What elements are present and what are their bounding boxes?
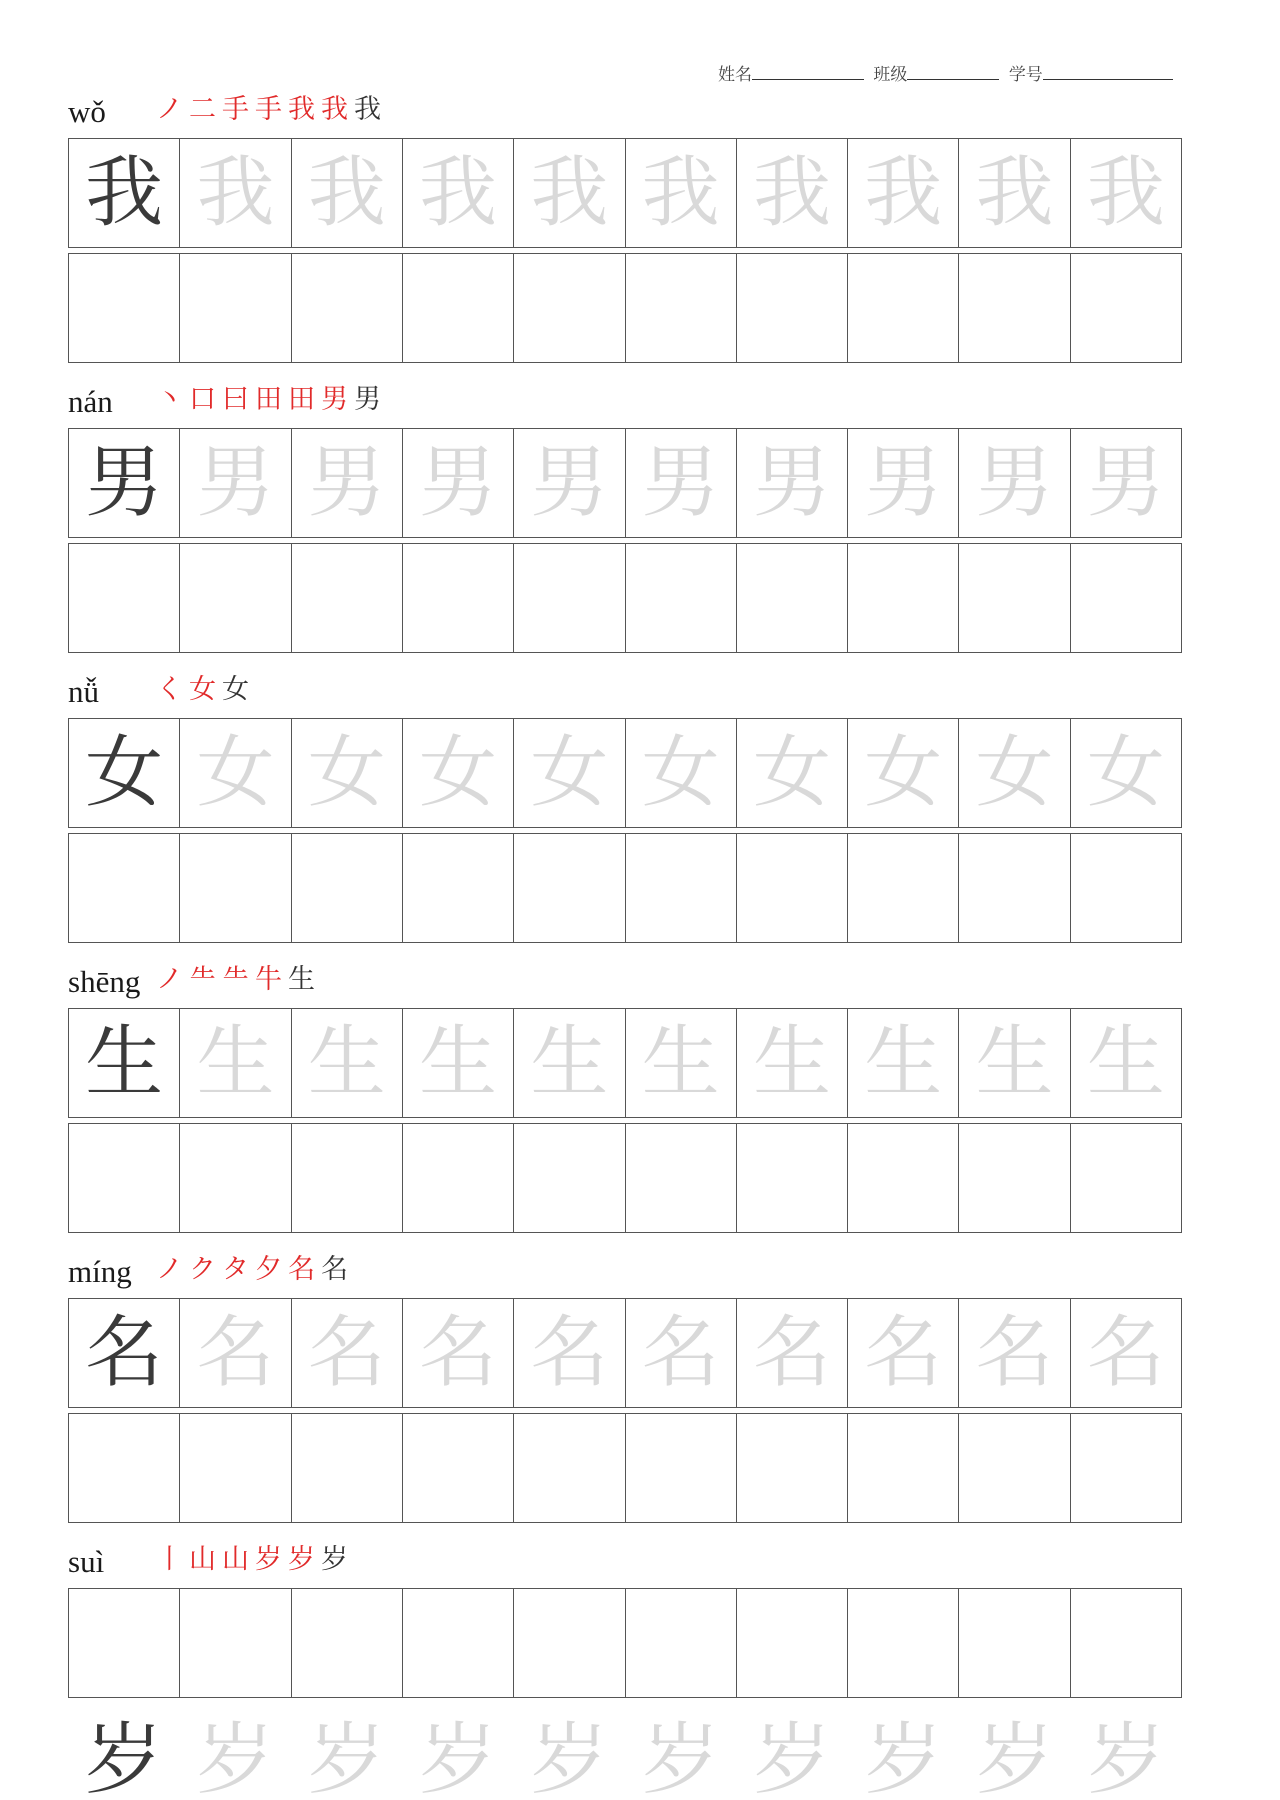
writing-cell[interactable]: [69, 1414, 180, 1523]
writing-cell[interactable]: [848, 1414, 959, 1523]
stroke-step: 山: [222, 1544, 251, 1575]
pinyin-label: nǚ: [68, 674, 99, 709]
character-section: [68, 88, 1182, 363]
blank-practice-row: [68, 253, 1182, 363]
name-blank[interactable]: [752, 63, 864, 80]
writing-cell[interactable]: [737, 544, 848, 653]
trace-character: 我: [514, 139, 625, 248]
trace-character: 女: [626, 719, 737, 828]
trace-character: 我: [403, 139, 514, 248]
writing-cell[interactable]: [1071, 834, 1182, 943]
writing-cell[interactable]: [292, 254, 403, 363]
stroke-step: 男: [321, 384, 350, 415]
trace-character: 岁: [418, 1715, 497, 1800]
trace-character: 男: [403, 429, 514, 538]
writing-cell[interactable]: [292, 1589, 403, 1698]
stroke-step: 山: [189, 1544, 218, 1575]
trace-character: 岁: [307, 1715, 386, 1800]
stroke-step: 名: [321, 1254, 350, 1285]
writing-cell[interactable]: [180, 254, 291, 363]
character-section: [68, 958, 1182, 1233]
trace-character: 岁: [1087, 1715, 1166, 1800]
writing-cell[interactable]: [69, 1124, 180, 1233]
model-trace-row: [68, 138, 1182, 248]
trace-character: 男: [959, 429, 1070, 538]
trace-character: 岁: [975, 1715, 1054, 1800]
writing-cell[interactable]: [737, 1124, 848, 1233]
pinyin-label: suì: [68, 1544, 105, 1579]
writing-cell[interactable]: [514, 1414, 625, 1523]
writing-cell[interactable]: [848, 1124, 959, 1233]
blank-practice-row: [68, 1588, 1182, 1698]
trace-character: 我: [848, 139, 959, 248]
blank-practice-row: [68, 833, 1182, 943]
model-trace-row: [68, 1008, 1182, 1118]
stroke-order: [156, 667, 255, 706]
trace-character: 名: [959, 1299, 1070, 1408]
stroke-step: 牛: [255, 964, 284, 995]
class-label: 班级: [873, 65, 908, 85]
stroke-step: 生: [288, 964, 317, 995]
stroke-step: ノ: [156, 1254, 185, 1285]
trace-character: 名: [1071, 1299, 1182, 1408]
writing-cell[interactable]: [514, 1124, 625, 1233]
trace-character: 女: [403, 719, 514, 828]
trace-character: 男: [737, 429, 848, 538]
pinyin-line: [68, 1538, 1182, 1588]
stroke-step: 女: [222, 674, 251, 705]
stroke-step: 曰: [222, 384, 251, 415]
writing-cell[interactable]: [180, 1414, 291, 1523]
writing-cell[interactable]: [626, 544, 737, 653]
model-character: 岁: [84, 1715, 163, 1800]
model-character: 男: [69, 429, 180, 538]
trace-character: 男: [1071, 429, 1182, 538]
stroke-step: 我: [288, 94, 317, 125]
writing-cell[interactable]: [959, 1589, 1070, 1698]
pinyin-label: míng: [68, 1254, 132, 1289]
writing-cell[interactable]: [292, 1124, 403, 1233]
writing-cell[interactable]: [514, 834, 625, 943]
trace-character: 名: [848, 1299, 959, 1408]
writing-cell[interactable]: [1071, 1414, 1182, 1523]
stroke-step: 手: [255, 94, 284, 125]
trace-character: 我: [959, 139, 1070, 248]
trace-character: 名: [292, 1299, 403, 1408]
trace-character: 我: [180, 139, 291, 248]
stroke-step: 岁: [288, 1544, 317, 1575]
trace-character: 男: [848, 429, 959, 538]
character-section: [68, 1248, 1182, 1523]
trace-character: 我: [292, 139, 403, 248]
stroke-step: タ: [222, 1254, 251, 1285]
stroke-step: 名: [288, 1254, 317, 1285]
trace-character: 生: [180, 1009, 291, 1118]
writing-cell[interactable]: [180, 834, 291, 943]
stroke-step: 女: [189, 674, 218, 705]
trace-character: 女: [292, 719, 403, 828]
stroke-step: 二: [189, 94, 218, 125]
trace-character: 我: [626, 139, 737, 248]
writing-cell[interactable]: [292, 1414, 403, 1523]
trace-character: 女: [737, 719, 848, 828]
stroke-step: 丶: [156, 384, 185, 415]
stroke-step: ⺧: [222, 964, 251, 995]
trace-character: 生: [1071, 1009, 1182, 1118]
writing-cell[interactable]: [959, 1124, 1070, 1233]
stroke-order: [156, 957, 321, 996]
writing-cell[interactable]: [959, 544, 1070, 653]
writing-cell[interactable]: [69, 254, 180, 363]
id-label: 学号: [1008, 65, 1043, 85]
writing-cell[interactable]: [626, 1589, 737, 1698]
writing-cell[interactable]: [848, 1589, 959, 1698]
stroke-step: く: [156, 674, 185, 705]
trace-character: 岁: [530, 1715, 609, 1800]
stroke-order: [156, 1537, 354, 1576]
trace-character: 我: [1071, 139, 1182, 248]
trace-character: 岁: [753, 1715, 832, 1800]
stroke-order: [156, 1247, 354, 1286]
trace-character: 女: [514, 719, 625, 828]
writing-cell[interactable]: [69, 1589, 180, 1698]
writing-cell[interactable]: [514, 1589, 625, 1698]
stroke-step: 岁: [255, 1544, 284, 1575]
stroke-step: ク: [189, 1254, 218, 1285]
model-character: 名: [69, 1299, 180, 1408]
writing-cell[interactable]: [403, 1414, 514, 1523]
stroke-step: 田: [255, 384, 284, 415]
writing-cell[interactable]: [1071, 1589, 1182, 1698]
character-section: [68, 668, 1182, 943]
trace-character: 女: [848, 719, 959, 828]
stroke-step: 口: [189, 384, 218, 415]
trace-character: 男: [180, 429, 291, 538]
trace-character: 名: [626, 1299, 737, 1408]
stroke-step: ノ: [156, 964, 185, 995]
trace-character: 女: [959, 719, 1070, 828]
blank-practice-row: [68, 1413, 1182, 1523]
writing-cell[interactable]: [848, 544, 959, 653]
pinyin-line: [68, 378, 1182, 428]
trace-character: 岁: [196, 1715, 275, 1800]
trace-character: 岁: [641, 1715, 720, 1800]
model-trace-row: [68, 718, 1182, 828]
model-trace-row: [68, 428, 1182, 538]
trace-character: 生: [514, 1009, 625, 1118]
writing-cell[interactable]: [737, 834, 848, 943]
writing-cell[interactable]: [1071, 544, 1182, 653]
stroke-order: [156, 377, 387, 416]
trace-character: 名: [514, 1299, 625, 1408]
writing-cell[interactable]: [403, 1124, 514, 1233]
character-section: [68, 1538, 1182, 1698]
trace-character: 名: [737, 1299, 848, 1408]
trace-character: 生: [292, 1009, 403, 1118]
pinyin-line: [68, 958, 1182, 1008]
writing-cell[interactable]: [1071, 1124, 1182, 1233]
trace-character: 生: [403, 1009, 514, 1118]
writing-cell[interactable]: [1071, 254, 1182, 363]
trace-character: 岁: [864, 1715, 943, 1800]
model-character: 我: [69, 139, 180, 248]
writing-cell[interactable]: [626, 834, 737, 943]
model-trace-row-cut: [68, 1715, 1182, 1800]
student-info-header: [718, 60, 1177, 85]
model-character: 女: [69, 719, 180, 828]
character-section: [68, 378, 1182, 653]
writing-cell[interactable]: [403, 544, 514, 653]
writing-cell[interactable]: [959, 834, 1070, 943]
writing-cell[interactable]: [626, 1414, 737, 1523]
trace-character: 生: [848, 1009, 959, 1118]
stroke-step: 丨: [156, 1544, 185, 1575]
writing-cell[interactable]: [737, 1589, 848, 1698]
writing-cell[interactable]: [514, 544, 625, 653]
writing-cell[interactable]: [848, 254, 959, 363]
class-blank[interactable]: [907, 63, 999, 80]
stroke-step: 手: [222, 94, 251, 125]
trace-character: 男: [514, 429, 625, 538]
writing-cell[interactable]: [180, 544, 291, 653]
trace-character: 名: [180, 1299, 291, 1408]
writing-cell[interactable]: [69, 834, 180, 943]
stroke-step: 男: [354, 384, 383, 415]
stroke-step: ノ: [156, 94, 185, 125]
writing-cell[interactable]: [69, 544, 180, 653]
writing-cell[interactable]: [737, 1414, 848, 1523]
pinyin-label: wǒ: [68, 94, 106, 129]
pinyin-line: [68, 88, 1182, 138]
trace-character: 女: [1071, 719, 1182, 828]
stroke-step: 我: [321, 94, 350, 125]
writing-cell[interactable]: [959, 1414, 1070, 1523]
trace-character: 我: [737, 139, 848, 248]
pinyin-label: shēng: [68, 964, 141, 999]
name-label: 姓名: [718, 65, 752, 85]
stroke-step: 田: [288, 384, 317, 415]
trace-character: 生: [626, 1009, 737, 1118]
trace-character: 男: [292, 429, 403, 538]
writing-cell[interactable]: [403, 1589, 514, 1698]
blank-practice-row: [68, 543, 1182, 653]
writing-cell[interactable]: [180, 1124, 291, 1233]
writing-cell[interactable]: [292, 834, 403, 943]
pinyin-line: [68, 668, 1182, 718]
stroke-step: ⺧: [189, 964, 218, 995]
writing-cell[interactable]: [514, 254, 625, 363]
writing-cell[interactable]: [626, 254, 737, 363]
trace-character: 女: [180, 719, 291, 828]
model-character: 生: [69, 1009, 180, 1118]
trace-character: 名: [403, 1299, 514, 1408]
trace-character: 生: [737, 1009, 848, 1118]
trace-character: 男: [626, 429, 737, 538]
writing-cell[interactable]: [403, 254, 514, 363]
stroke-step: 我: [354, 94, 383, 125]
writing-cell[interactable]: [403, 834, 514, 943]
model-trace-row: [68, 1298, 1182, 1408]
writing-cell[interactable]: [180, 1589, 291, 1698]
writing-cell[interactable]: [959, 254, 1070, 363]
blank-practice-row: [68, 1123, 1182, 1233]
trace-character: 生: [959, 1009, 1070, 1118]
stroke-step: 夕: [255, 1254, 284, 1285]
pinyin-label: nán: [68, 384, 113, 419]
pinyin-line: [68, 1248, 1182, 1298]
writing-cell[interactable]: [848, 834, 959, 943]
id-blank[interactable]: [1043, 63, 1173, 80]
stroke-order: [156, 87, 387, 126]
writing-cell[interactable]: [626, 1124, 737, 1233]
stroke-step: 岁: [321, 1544, 350, 1575]
writing-cell[interactable]: [292, 544, 403, 653]
writing-cell[interactable]: [737, 254, 848, 363]
